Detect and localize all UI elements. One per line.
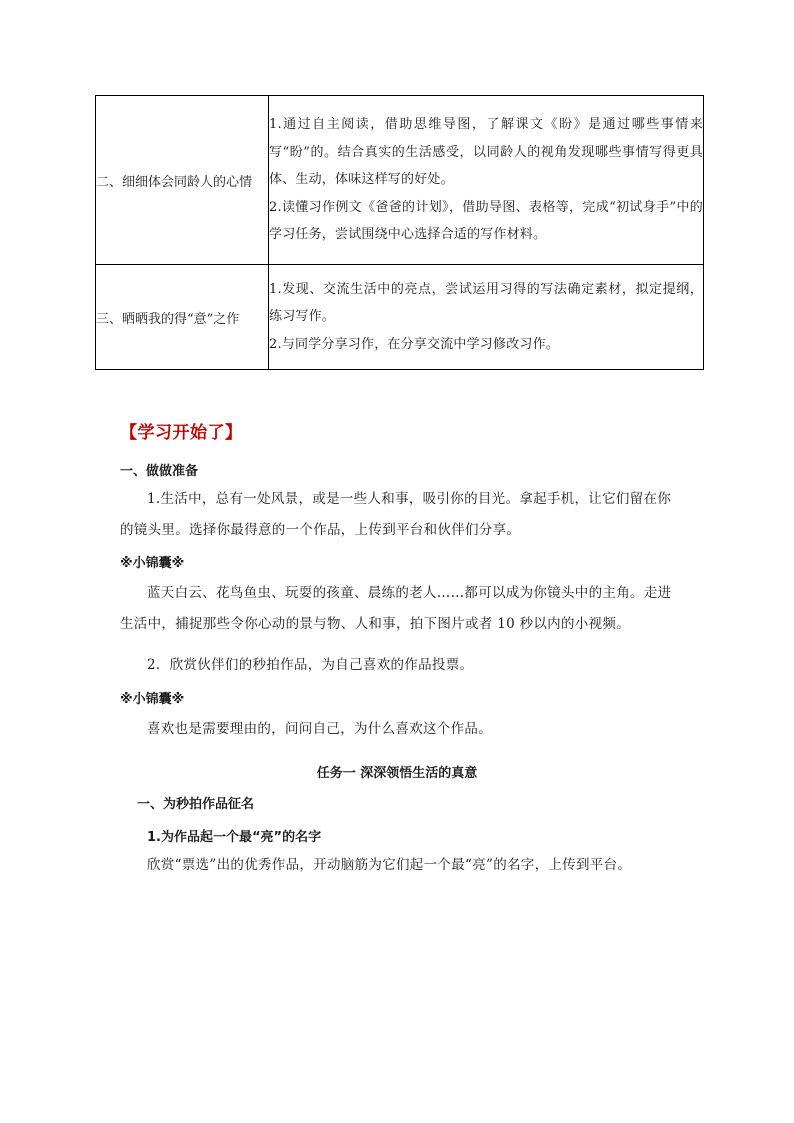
task-table (95, 95, 704, 370)
table-row (96, 96, 704, 265)
tip-1-line-2: 生活中，捕捉那些令你心动的景与物、人和事，拍下图片或者 10 秒以内的小视频。 (120, 616, 630, 632)
prep-item-2: 2．欣赏伙伴们的秒拍作品，为自己喜欢的作品投票。 (147, 657, 474, 673)
tip-label: ※小锦囊※ (120, 556, 185, 571)
stage-label: 二、细细体会同龄人的心情 (96, 174, 253, 190)
goal-cell (269, 265, 704, 370)
learning-start-heading: 【学习开始了】 (120, 423, 243, 443)
task-1-section: 一、为秒拍作品征名 (137, 797, 255, 812)
stage-cell (96, 265, 269, 370)
goal-cell (269, 96, 704, 265)
stage-label: 三、晒晒我的得“意”之作 (96, 311, 240, 327)
tip-1-line-1: 蓝天白云、花鸟鱼虫、玩耍的孩童、晨练的老人……都可以成为你镜头中的主角。走进 (147, 585, 672, 601)
table-row (96, 265, 704, 370)
task-1-text: 欣赏“票选”出的优秀作品，开动脑筋为它们起一个最“亮”的名字，上传到平台。 (147, 857, 632, 873)
task-1-sub: 1.为作品起一个最“亮”的名字 (147, 830, 322, 845)
prep-section-title: 一、做做准备 (120, 464, 199, 479)
goal-text: 1.发现、交流生活中的亮点，尝试运用习得的写法确定素材，拟定提纲，练习写作。 (269, 281, 703, 325)
tip-2: 喜欢也是需要理由的，问问自己，为什么喜欢这个作品。 (147, 721, 492, 737)
task-1-title: 任务一 深深领悟生活的真意 (316, 766, 478, 781)
goal-text: 1.通过自主阅读，借助思维导图，了解课文《盼》是通过哪些事情来写“盼”的。结合真实的生活感受，以同龄人的视角发现哪些事情写得更具体、生动，体味这样写的好处。 (269, 117, 703, 188)
prep-item-1-line-2: 的镜头里。选择你最得意的一个作品，上传到平台和伙伴们分享。 (120, 522, 521, 538)
stage-cell (96, 96, 269, 265)
goal-text: 2.与同学分享习作，在分享交流中学习修改习作。 (269, 336, 560, 352)
goal-text: 2.读懂习作例文《爸爸的计划》，借助导图、表格等，完成“初试身手”中的学习任务，尝试围绕中心选择合适的写作材料。 (269, 199, 703, 243)
prep-item-1-line-1: 1.生活中，总有一处风景，或是一些人和事，吸引你的目光。拿起手机，让它们留在你 (147, 491, 672, 507)
tip-label: ※小锦囊※ (120, 692, 185, 707)
